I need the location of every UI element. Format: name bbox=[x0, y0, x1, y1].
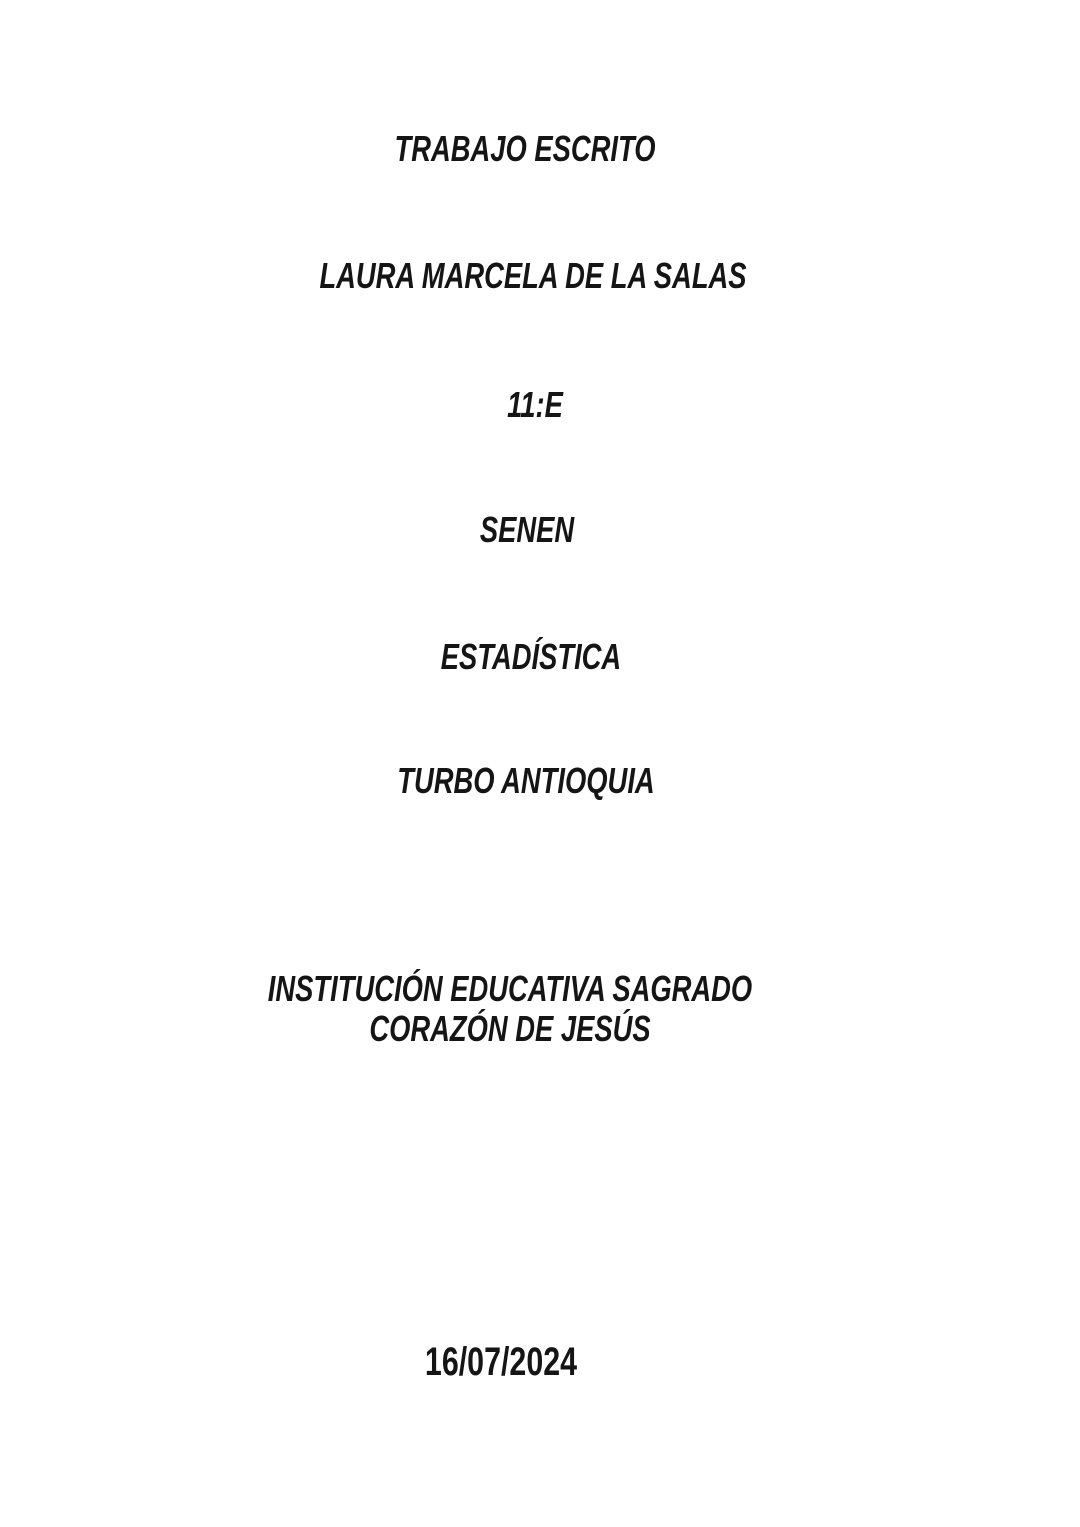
document-title: TRABAJO ESCRITO bbox=[394, 128, 656, 169]
institution-name bbox=[100, 969, 921, 1049]
location-name: TURBO ANTIOQUIA bbox=[397, 760, 655, 801]
student-name: LAURA MARCELA DE LA SALAS bbox=[319, 255, 747, 296]
subject-name: ESTADÍSTICA bbox=[440, 636, 622, 677]
institution-name-text: INSTITUCIÓN EDUCATIVA SAGRADO CORAZÓN DE JESÚS bbox=[267, 968, 753, 1049]
document-date: 16/07/2024 bbox=[424, 1340, 578, 1384]
teacher-name: SENEN bbox=[479, 509, 575, 550]
grade-label: 11:E bbox=[507, 384, 563, 425]
